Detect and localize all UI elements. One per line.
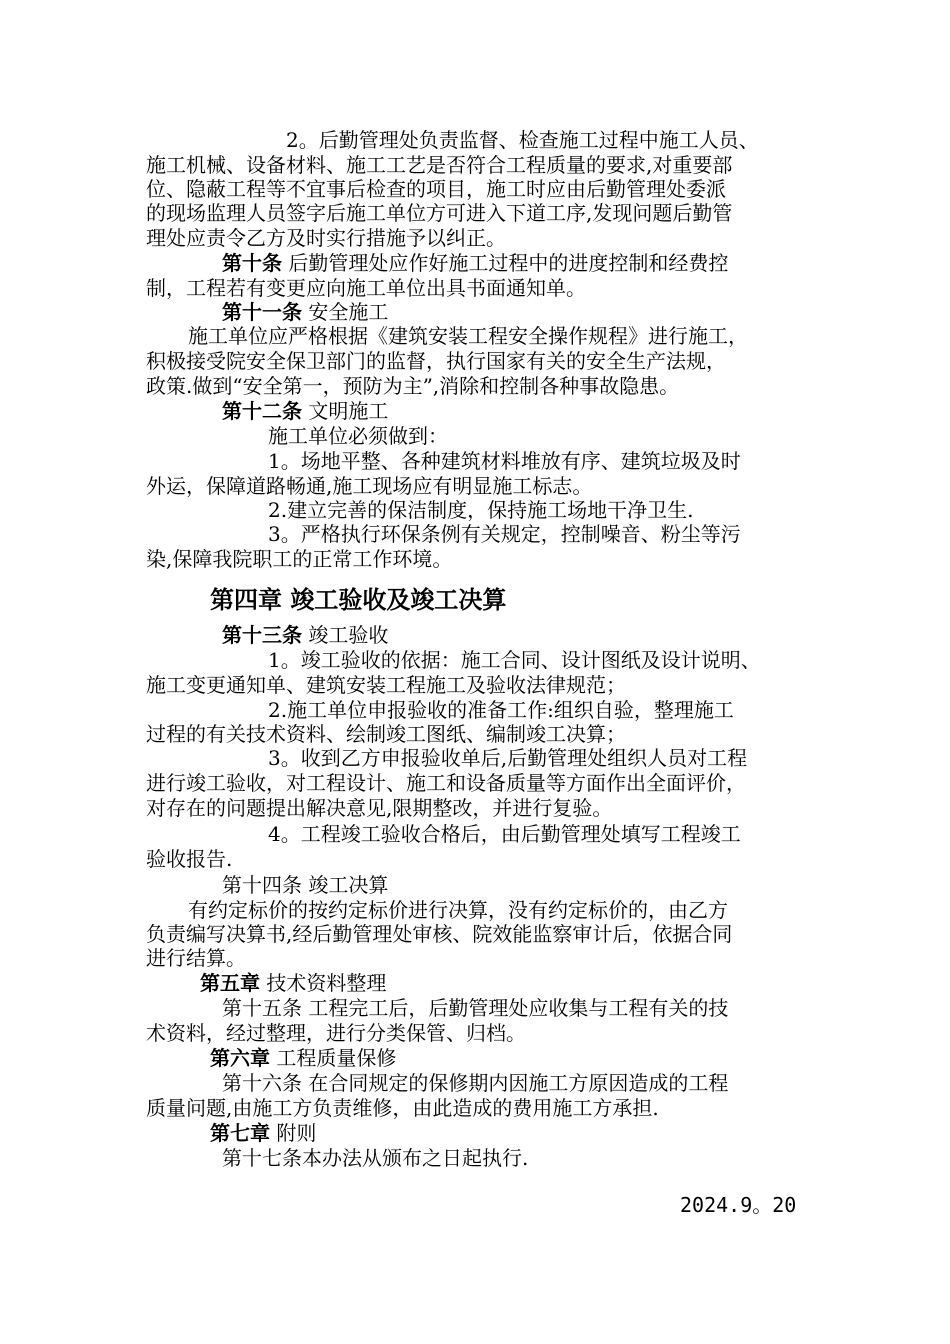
text-line: 2.建立完善的保洁制度，保持施工场地干净卫生. (268, 498, 694, 522)
text-line: 负责编写决算书,经后勤管理处审核、院效能监察审计后，依据合同 (146, 922, 733, 946)
article-12-text: 文明施工 (308, 399, 389, 423)
text-line: 2.施工单位申报验收的准备工作:组织自验，整理施工 (268, 698, 734, 722)
text-line: 施工单位应严格根据《建筑安装工程安全操作规程》进行施工， (188, 324, 748, 348)
text-line: 施工机械、设备材料、施工工艺是否符合工程质量的要求,对重要部 (146, 153, 733, 177)
chapter-6-heading (210, 1046, 396, 1070)
chapter-6-title: 第六章 (210, 1046, 270, 1070)
chapter-4-heading: 第四章 竣工验收及竣工决算 (210, 585, 507, 614)
article-13-title: 第十三条 (222, 623, 302, 647)
text-line: 3。收到乙方申报验收单后,后勤管理处组织人员对工程 (268, 746, 748, 770)
article-13 (222, 623, 388, 647)
text-line: 施工变更通知单、建筑安装工程施工及验收法律规范； (146, 673, 626, 697)
article-13-text: 竣工验收 (308, 623, 389, 647)
document-date: 2024.9。20 (680, 1193, 797, 1217)
text-line: 对存在的问题提出解决意见,限期整改，并进行复验。 (146, 796, 613, 820)
text-line: 有约定标价的按约定标价进行决算，没有约定标价的，由乙方 (188, 898, 728, 922)
text-line: 染,保障我院职工的正常工作环境。 (146, 547, 453, 571)
article-17: 第十七条本办法从颁布之日起执行. (222, 1146, 529, 1170)
article-10-title: 第十条 (222, 251, 282, 275)
text-line: 2。后勤管理处负责监督、检查施工过程中施工人员、 (286, 128, 759, 152)
text-line: 过程的有关技术资料、绘制竣工图纸、编制竣工决算； (146, 722, 626, 746)
text-line: 施工单位必须做到： (268, 424, 448, 448)
article-10 (222, 251, 728, 275)
text-line: 政策.做到“安全第一，预防为主”,消除和控制各种事故隐患。 (146, 374, 680, 398)
chapter-5-heading (200, 971, 386, 995)
article-12-title: 第十二条 (222, 399, 302, 423)
text-line: 进行竣工验收，对工程设计、施工和设备质量等方面作出全面评价， (146, 771, 746, 795)
text-line: 位、隐蔽工程等不宜事后检查的项目，施工时应由后勤管理处委派 (146, 177, 726, 201)
article-11-text: 安全施工 (308, 300, 389, 324)
chapter-5-title: 第五章 (200, 971, 260, 995)
chapter-7-title: 第七章 (210, 1121, 270, 1145)
text-line: 1。竣工验收的依据：施工合同、设计图纸及设计说明、 (268, 648, 761, 672)
text-line: 验收报告. (146, 847, 233, 871)
article-10-text: 后勤管理处应作好施工过程中的进度控制和经费控 (288, 251, 729, 275)
chapter-5-text: 技术资料整理 (266, 971, 387, 995)
text-line: 理处应责令乙方及时实行措施予以纠正。 (146, 226, 506, 250)
text-line: 积极接受院安全保卫部门的监督，执行国家有关的安全生产法规， (146, 349, 726, 373)
text-line: 1。场地平整、各种建筑材料堆放有序、建筑垃圾及时 (268, 449, 741, 473)
chapter-7-heading (210, 1121, 316, 1145)
text-line: 术资料，经过整理，进行分类保管、归档。 (146, 1021, 526, 1045)
article-12 (222, 399, 388, 423)
article-15: 第十五条 工程完工后，后勤管理处应收集与工程有关的技 (222, 996, 729, 1020)
text-line: 进行结算。 (146, 946, 246, 970)
text-line: 制，工程若有变更应向施工单位出具书面通知单。 (146, 276, 586, 300)
text-line: 3。严格执行环保条例有关规定，控制噪音、粉尘等污 (268, 522, 741, 546)
chapter-6-text: 工程质量保修 (276, 1046, 397, 1070)
article-11 (222, 300, 388, 324)
text-line: 质量问题,由施工方负责维修，由此造成的费用施工方承担. (146, 1096, 659, 1120)
text-line: 4。工程竣工验收合格后，由后勤管理处填写工程竣工 (268, 822, 741, 846)
article-11-title: 第十一条 (222, 300, 302, 324)
text-line: 外运，保障道路畅通,施工现场应有明显施工标志。 (146, 474, 593, 498)
text-line: 的现场监理人员签字后施工单位方可进入下道工序,发现问题后勤管 (146, 201, 733, 225)
article-16: 第十六条 在合同规定的保修期内因施工方原因造成的工程 (222, 1071, 729, 1095)
chapter-7-text: 附则 (276, 1121, 317, 1145)
article-14: 第十四条 竣工决算 (222, 873, 389, 897)
